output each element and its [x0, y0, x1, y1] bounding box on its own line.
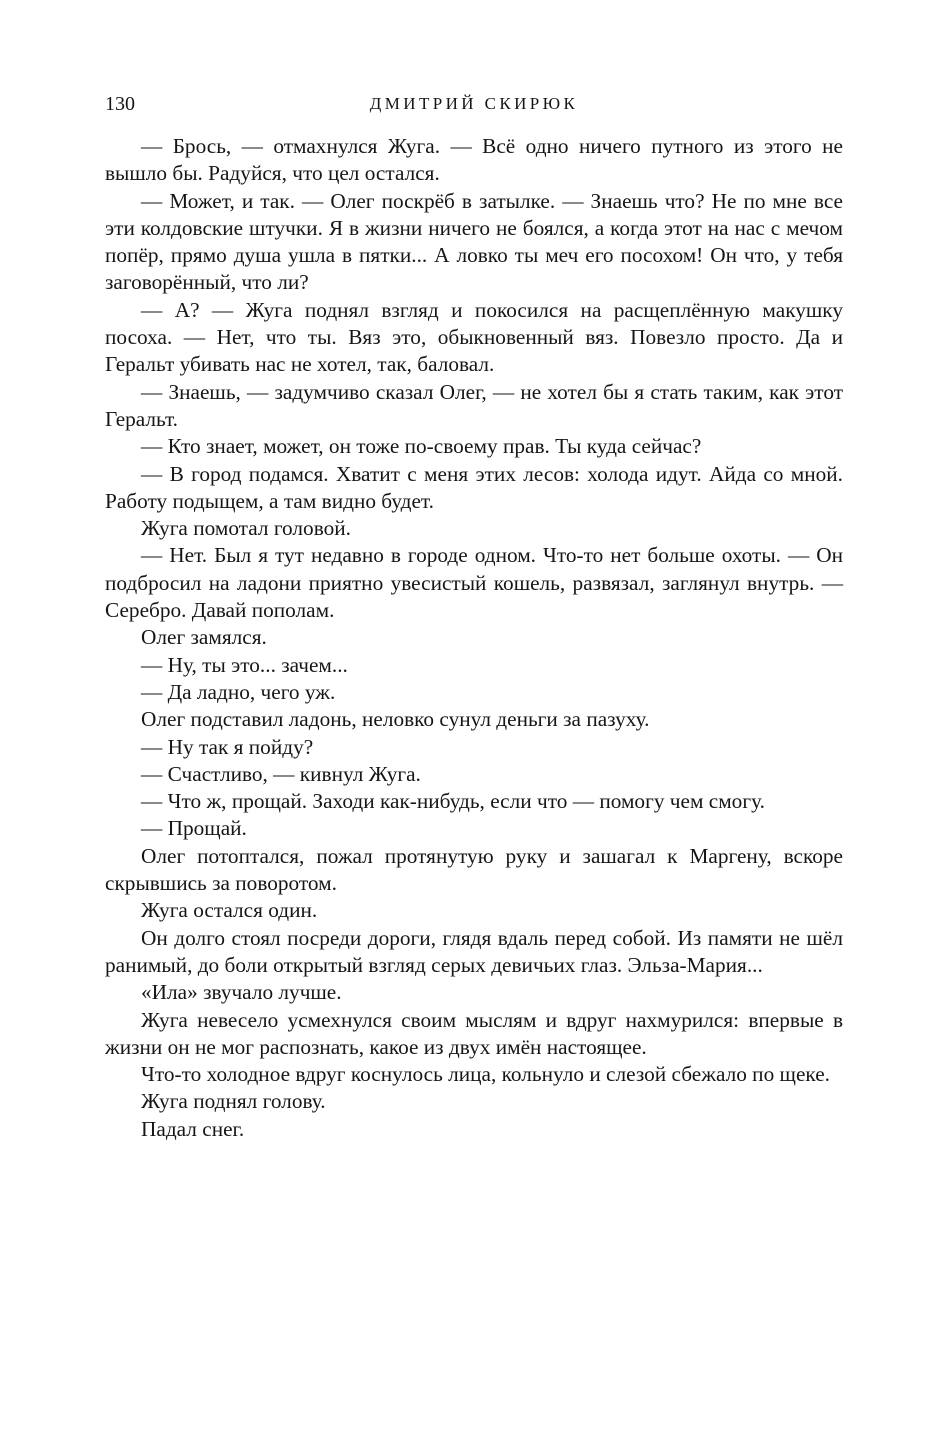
paragraph: — Нет. Был я тут недавно в городе одном. Что-то нет больше охоты. — Он подбросил на ладони приятно увесистый кошель, развязал, заглянул внутрь. — Серебро. Давай пополам.: [105, 543, 843, 623]
running-title: ДМИТРИЙ СКИРЮК: [369, 94, 579, 113]
paragraph: Олег замялся.: [141, 625, 267, 650]
paragraph: — Брось, — отмахнулся Жуга. — Всё одно ничего путного из этого не вышло бы. Радуйся, что цел остался.: [105, 134, 843, 186]
paragraph: «Ила» звучало лучше.: [141, 980, 342, 1005]
paragraph: — Кто знает, может, он тоже по-своему прав. Ты куда сейчас?: [141, 434, 702, 459]
paragraph: Олег потоптался, пожал протянутую руку и зашагал к Маргену, вскоре скрывшись за поворотом.: [105, 843, 843, 896]
paragraph: Жуга помотал головой.: [141, 516, 351, 541]
paragraph: — Прощай.: [141, 816, 247, 841]
paragraph: — Счастливо, — кивнул Жуга.: [141, 761, 421, 786]
paragraph: — Что ж, прощай. Заходи как-нибудь, если что — помогу чем смогу.: [141, 789, 765, 814]
paragraph: — Да ладно, чего уж.: [141, 679, 336, 704]
paragraph: — Может, и так. — Олег поскрёб в затылке. — Знаешь что? Не по мне все эти колдовские штучки. Я в жизни ничего не боялся, а когда этот на нас с мечом попёр, прямо душа ушла в пятки... А ловко ты меч его посохом! Он что, у тебя заговорённый, что ли?: [105, 188, 843, 295]
page-header: [105, 90, 843, 120]
paragraph: — А? — Жуга поднял взгляд и покосился на расщеплённую макушку посоха. — Нет, что ты. Вяз это, обыкновенный вяз. Повезло просто. Да и Геральт убивать нас не хотел, так, баловал.: [105, 297, 843, 377]
page-number: 130: [105, 93, 135, 115]
paragraph: Что-то холодное вдруг коснулось лица, кольнуло и слезой сбежало по щеке.: [141, 1062, 830, 1087]
paragraph: — Ну так я пойду?: [141, 734, 314, 759]
paragraph: Жуга поднял голову.: [141, 1089, 326, 1114]
paragraph: Олег подставил ладонь, неловко сунул деньги за пазуху.: [141, 707, 650, 732]
paragraph: Он долго стоял посреди дороги, глядя вдаль перед собой. Из памяти не шёл ранимый, до боли открытый взгляд серых девичьих глаз. Эльза-Мария...: [105, 925, 843, 977]
paragraph: — Ну, ты это... зачем...: [141, 652, 348, 677]
paragraph: — В город подамся. Хватит с меня этих лесов: холода идут. Айда со мной. Работу подыщем, а там видно будет.: [105, 461, 843, 513]
text-body: [105, 133, 843, 1143]
paragraph: — Знаешь, — задумчиво сказал Олег, — не хотел бы я стать таким, как этот Геральт.: [105, 379, 843, 431]
paragraph: Жуга невесело усмехнулся своим мыслям и вдруг нахмурился: впервые в жизни он не мог распознать, какое из двух имён настоящее.: [105, 1007, 843, 1059]
paragraph: Жуга остался один.: [141, 898, 318, 923]
paragraph: Падал снег.: [141, 1116, 245, 1141]
